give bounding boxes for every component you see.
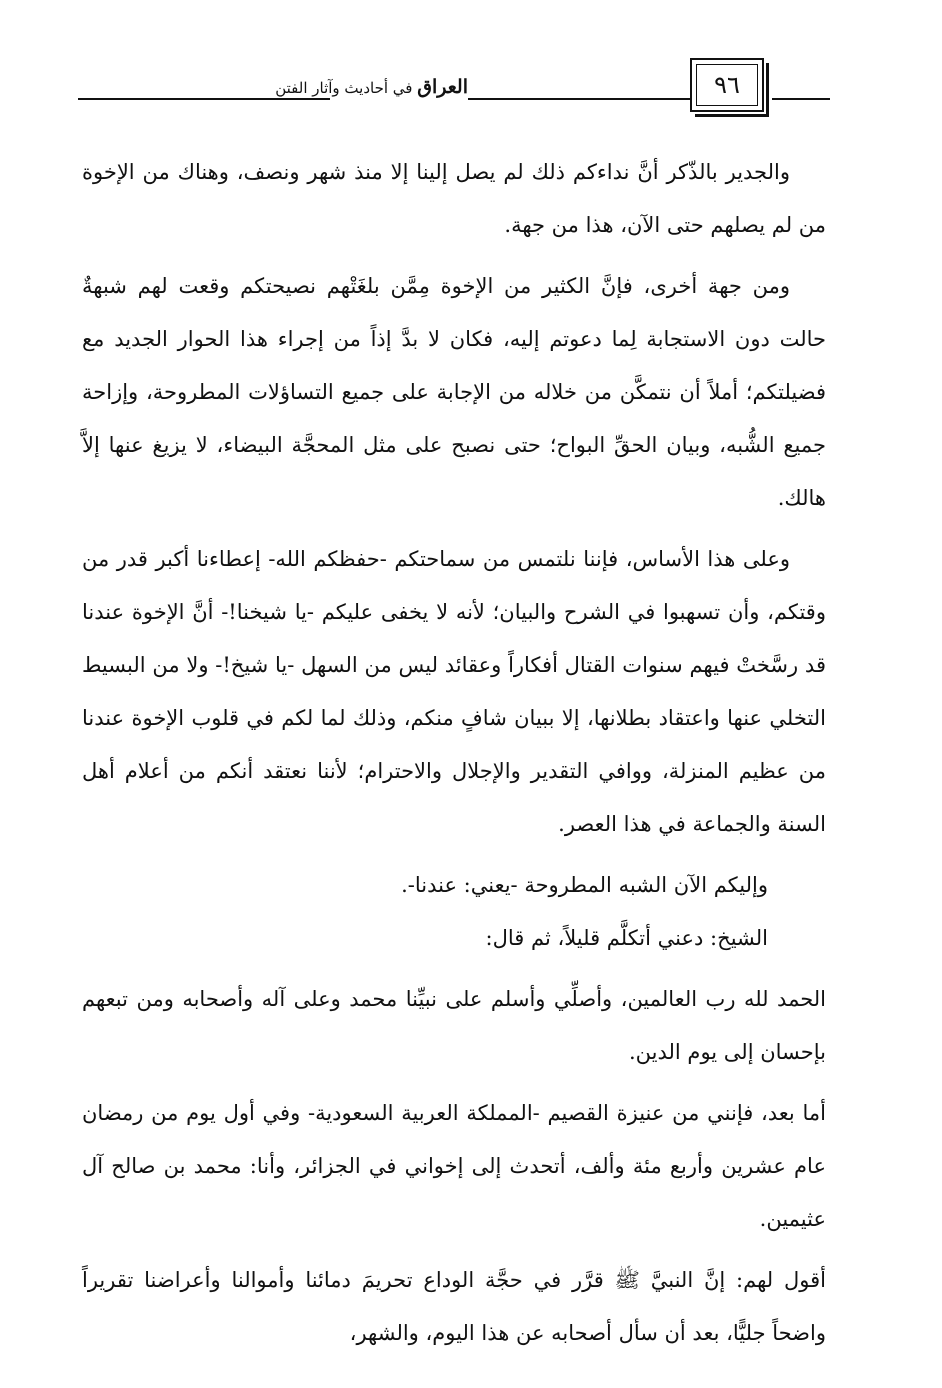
running-header <box>78 52 830 128</box>
book-title-rest: في أحاديث وآثار الفتن <box>275 79 413 97</box>
paragraph-4: وإليكم الآن الشبه المطروحة -يعني: عندنا-. <box>401 873 768 897</box>
paragraph-8: أقول لهم: إنَّ النبيَّ ﷺ قرَّر في حجَّة الوداع تحريمَ دمائنا وأموالنا وأعراضنا تقريراً واضحاً جليًّا، بعد أن سأل أصحابه عن هذا اليوم، والشهر، <box>82 1268 826 1345</box>
paragraph-3: وعلى هذا الأساس، فإننا نلتمس من سماحتكم -حفظكم الله- إعطاءنا أكبر قدر من وقتكم، وأن تسهبوا في الشرح والبيان؛ لأنه لا يخفى عليكم -يا شيخنا!- أنَّ الإخوة عندنا قد رسَّختْ فيهم سنوات القتال أفكاراً وعقائد ليس من السهل -يا شيخ!- ولا من البسيط التخلي عنها واعتقاد بطلانها، إلا ببيان شافٍ منكم، وذلك لما لكم في قلوب الإخوة عندنا من عظيم المنزلة، ووافي التقدير والإجلال والاحترام؛ لأننا نعتقد أنكم من أعلام أهل السنة والجماعة في هذا العصر. <box>82 547 826 836</box>
header-rule-middle <box>468 98 690 100</box>
paragraph-2: ومن جهة أخرى، فإنَّ الكثير من الإخوة مِمَّن بلغَتْهم نصيحتكم وقعت لهم شبهةٌ حالت دون الاستجابة لِما دعوتم إليه، فكان لا بدَّ إذاً من إجراء هذا الحوار الجديد مع فضيلتكم؛ أملاً أن نتمكَّن من خلاله من الإجابة على جميع التساؤلات المطروحة، وإزاحة جميع الشُّبه، وبيان الحقِّ البواح؛ حتى نصبح على مثل المحجَّة البيضاء، لا يزيغ عنها إلاَّ هالك. <box>82 274 826 510</box>
page-number: ٩٦ <box>696 64 758 106</box>
page-number-box <box>690 58 768 116</box>
body-text <box>82 146 826 1360</box>
header-rule-right <box>772 98 830 100</box>
paragraph-6: الحمد لله رب العالمين، وأصلِّي وأسلم على نبيِّنا محمد وعلى آله وأصحابه ومن تبعهم بإحسان إلى يوم الدين. <box>82 987 826 1064</box>
paragraph-7: أما بعد، فإنني من عنيزة القصيم -المملكة العربية السعودية- وفي أول يوم من رمضان عام عشرين وأربع مئة وألف، أتحدث إلى إخواني في الجزائر، وأنا: محمد بن صالح آل عثيمين. <box>82 1101 826 1231</box>
paragraph-1: والجدير بالذّكر أنَّ نداءكم ذلك لم يصل إلينا إلا منذ شهر ونصف، وهناك من الإخوة من لم يصلهم حتى الآن، هذا من جهة. <box>82 160 826 237</box>
paragraph-5: الشيخ: دعني أتكلَّم قليلاً، ثم قال: <box>485 926 768 950</box>
book-title <box>275 64 468 110</box>
book-title-main: العراق <box>417 76 468 98</box>
